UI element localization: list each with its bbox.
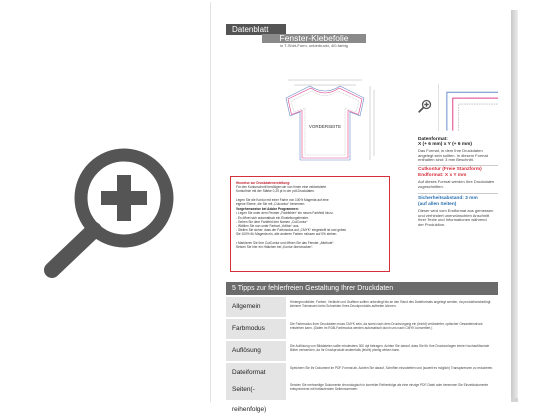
tip-label: Seiten(-reihenfolge) [226, 380, 286, 400]
cut-contour-value: Endformat: X x Y mm [418, 173, 467, 178]
safety-margin-heading: Sicherheitsabstand: 3 mm [418, 196, 478, 201]
safety-text-2: und verhindert unerwünschten Anschnitt [418, 212, 490, 218]
safety-text-4: der Produktion. [418, 221, 446, 227]
adobe-steps-heading: Vorgehensweise bei Adobe Programmen: [236, 207, 299, 212]
tshirt-outline-drawing [270, 72, 380, 172]
tips-header: 5 Tipps zur fehlerfreien Gestaltung Ihrer Druckdaten [226, 282, 498, 295]
format-text-2: angelegt sein sollten. In diesem Format [418, 152, 488, 158]
step-line: - Geben Sie dem Farbfeld den Namen „CutContur“ [236, 219, 308, 224]
tip-row [226, 341, 498, 361]
separator [418, 193, 498, 194]
safety-text-1: Dieser wird vom Endformat aus gemessen [418, 208, 494, 213]
step-line: Sie 100% für Magenta ein, alle anderen Farben müssen auf 0% stehen. [236, 232, 338, 237]
document-title: Fenster-Klebefolie [262, 34, 366, 43]
document-subtitle: in T-Shirt-Form, unbedruckt, 4/0-farbig [280, 43, 348, 48]
tip-text: Speichern Sie Ihr Dokument im PDF-Format ab. Achten Sie darauf, Schriften einzubetten und (soweit es möglich) Transparenzen zu reduzieren. [290, 366, 494, 370]
hint-line: Legen Sie die Kontur mit einer Farbe von 100% Magenta auf eine [236, 197, 329, 202]
zoom-in-small-icon[interactable] [418, 99, 432, 113]
tip-text: Die Auflösung von Bilddateien sollte mindestens 300 dpi betragen. Achten Sie darauf, dass Sie für Ihre Druckvorlagen immer hochauflösende Bilder verwenden, da Ihr Druckprodukt andernfalls (leicht) pixelig wirken kann. [290, 344, 490, 353]
step-line: • Legen Sie unter dem Fenster „Farbfelder“ ein neues Farbfeld hinzu. [236, 211, 334, 216]
step-line: - Es öffnet sich automatisch ein Einstellungsfenster. [236, 215, 309, 220]
tip-row [226, 319, 498, 339]
tip-text: Senden Sie mehrseitige Dokumente chronologisch in korrekter Reihenfolge als eine einzige PDF-Datei oder benennen Sie Einzeldokumente entsprechend mit fortlaufenden Seitennummern. [290, 383, 489, 392]
format-heading: Datenformat: [418, 137, 448, 142]
separator [418, 165, 498, 166]
tip-label: Auflösung [226, 341, 286, 361]
format-text-1: Das Format, in dem Ihre Druckdaten [418, 148, 483, 153]
document-tab: Datenblatt [226, 24, 286, 35]
tip-text: Die Farbmodus Ihrer Druckdaten muss CMYK sein, da sonst nach dem Druckvorgang ein (leicht) veränderter, optischer Gesamteindruck entstehen kann. (Daten im RGB-Farbmodus werden automatisch durch uns nach CMYK konvertiert.) [290, 322, 483, 331]
cut-text-1: Auf dieses Format werden Ihre Druckdaten [418, 179, 495, 184]
hint-line: eigene Ebene, die Sie mit „Cutcontur“ benennen. [236, 202, 306, 207]
format-text-3: enthalten sind: 3 mm Beschnitt. [418, 157, 474, 163]
safety-margin-value: (auf allen Seiten) [418, 202, 457, 207]
tip-label: Farbmodus [226, 319, 286, 339]
safety-text-3: Ihrer Texte und Informationen während [418, 217, 487, 223]
hint-line: Konturlinie mit der Stärke 0,25 pt in der pdf-Druckdaten. [236, 189, 315, 194]
format-value: X (+ 6 mm) x Y (+ 6 mm) [418, 142, 472, 147]
cut-contour-heading: Cutkontur (Freie Stanzform) [418, 167, 482, 172]
tip-label: Allgemein [226, 297, 286, 317]
step-line: • Markieren Sie Ihre CutContur und öffnen Sie das Fenster „Attribute“. [236, 240, 335, 245]
shirt-side-label: VORDERSEITE [308, 124, 342, 129]
step-line: - Wählen Sie nun unter Farbart „Vollton“ aus. [236, 224, 300, 229]
step-line: Setzen Sie hier ein Häkchen bei „Kontur überdrucken“. [236, 245, 314, 250]
cut-text-2: zugeschnitten. [418, 183, 444, 189]
bleed-corner-diagram [438, 84, 498, 131]
hint-line: Für den Konturschnitt benötigen wir von Ihnen eine vektorisierte [236, 185, 327, 190]
step-line: - Stellen Sie sicher, dass der Farbmodus auf „CMYK“ eingestellt ist und geben [236, 228, 347, 233]
tip-row [226, 297, 498, 317]
page-shadow-right [510, 10, 518, 402]
hints-heading: Hinweise zur Druckdatenerstellung: [236, 181, 291, 185]
tip-label: Dateiformat [226, 363, 286, 383]
zoom-in-icon[interactable] [42, 140, 180, 278]
print-data-hints-box [230, 176, 390, 272]
tip-text: Hintergrundbilder, Farben, Verläufe und Grafiken sollten unbedingt bis an den Rand des Dateiformats angelegt werden, da produktionsbedingt kleinere Toleranzen beim Schneiden Ihres Druckprodukts auftreten können. [290, 300, 491, 309]
tip-row [226, 380, 498, 413]
